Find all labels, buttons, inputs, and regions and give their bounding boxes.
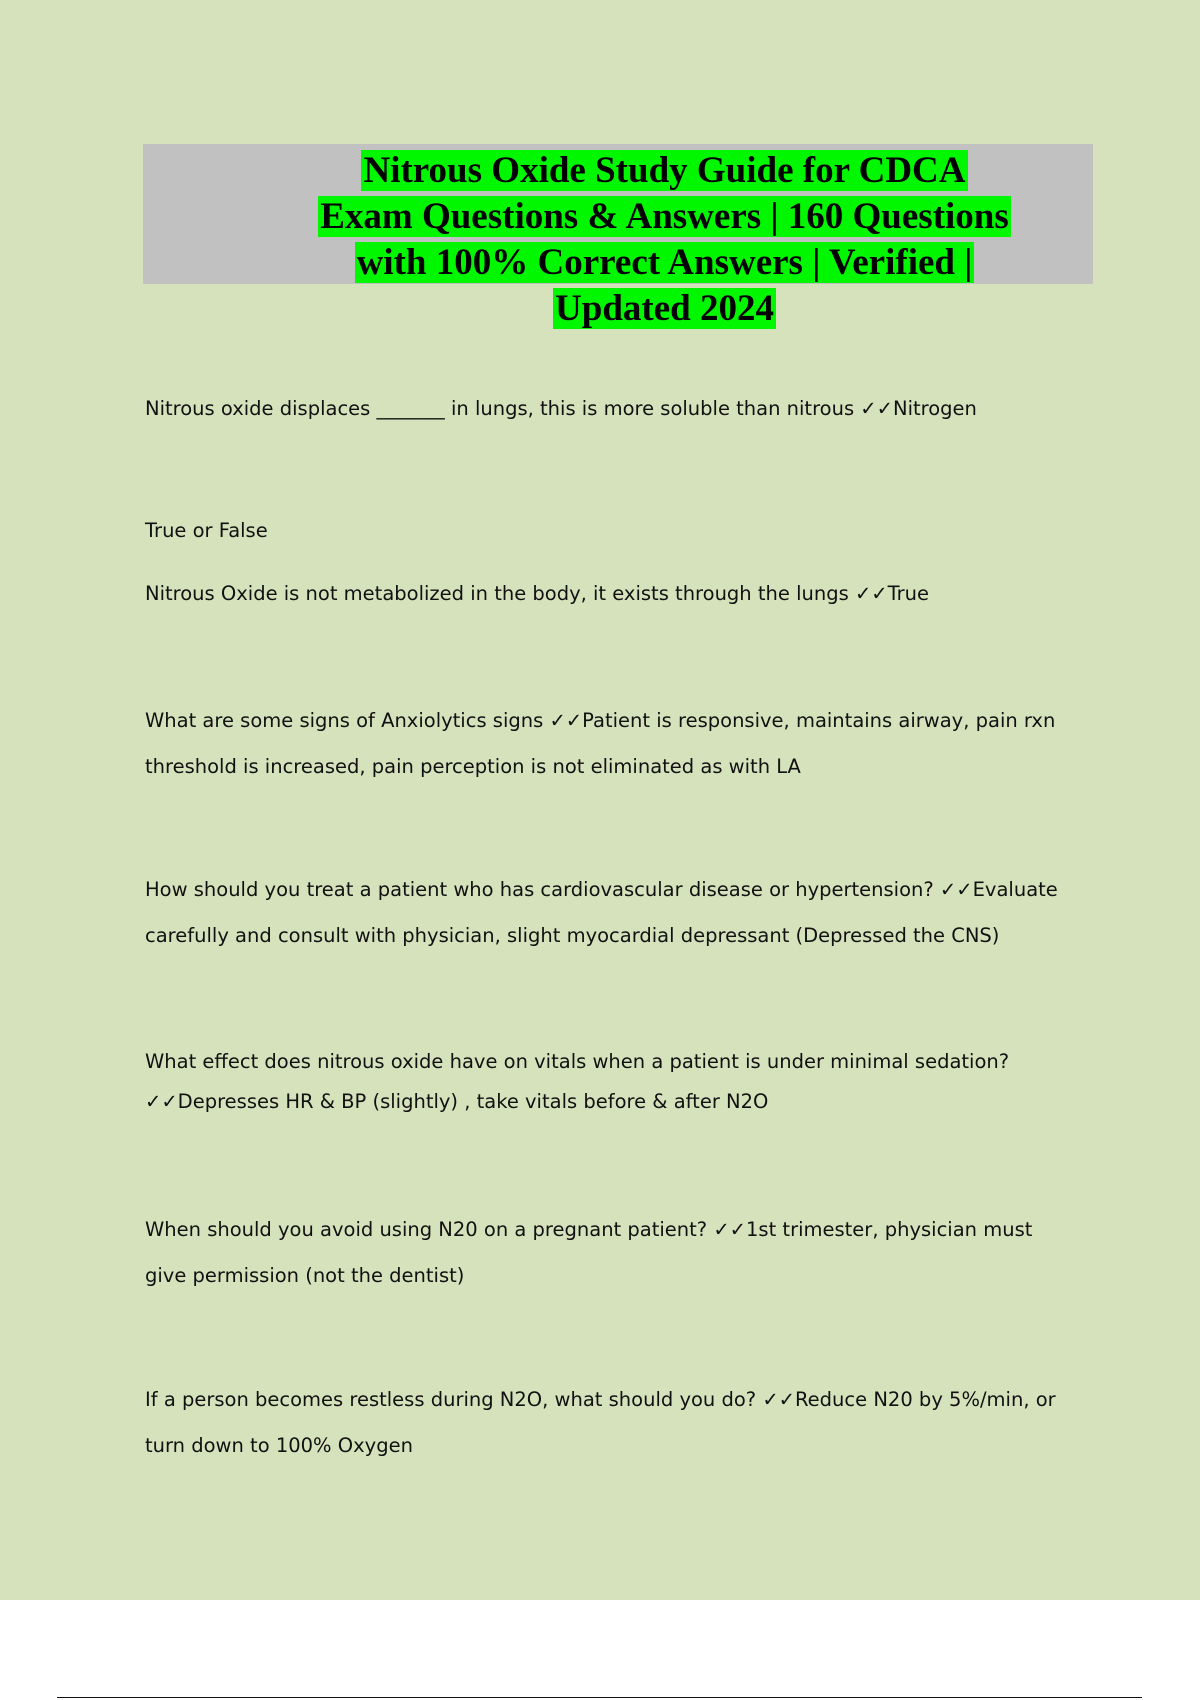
footer-divider	[57, 1697, 1142, 1698]
qa-item: How should you treat a patient who has cardiovascular disease or hypertension? ✓✓Evaluate carefully and consult with physician, slight myocardial depressant (Depressed the CNS)	[145, 878, 1064, 947]
qa-item: When should you avoid using N20 on a pregnant patient? ✓✓1st trimester, physician must give permission (not the dentist)	[145, 1218, 1039, 1287]
title-line: Updated 2024	[555, 288, 774, 329]
document-title	[143, 148, 1186, 332]
qa-item: What are some signs of Anxiolytics signs ✓✓Patient is responsive, maintains airway, pain rxn threshold is increased, pain perception is not eliminated as with LA	[145, 709, 1062, 778]
qa-item: True or False	[145, 519, 268, 542]
title-line: with 100% Correct Answers | Verified |	[356, 242, 973, 283]
title-line: Exam Questions & Answers | 160 Questions	[320, 196, 1009, 237]
qa-item: Nitrous Oxide is not metabolized in the body, it exists through the lungs ✓✓True	[145, 582, 930, 605]
qa-item: If a person becomes restless during N2O, what should you do? ✓✓Reduce N20 by 5%/min, or turn down to 100% Oxygen	[145, 1388, 1062, 1457]
qa-item: What effect does nitrous oxide have on vitals when a patient is under minimal sedation? ✓✓Depresses HR & BP (slightly) , take vitals before & after N2O	[145, 1050, 1016, 1113]
title-line: Nitrous Oxide Study Guide for CDCA	[363, 150, 966, 191]
qa-item: Nitrous oxide displaces _______ in lungs, this is more soluble than nitrous ✓✓Nitrogen	[145, 397, 977, 420]
